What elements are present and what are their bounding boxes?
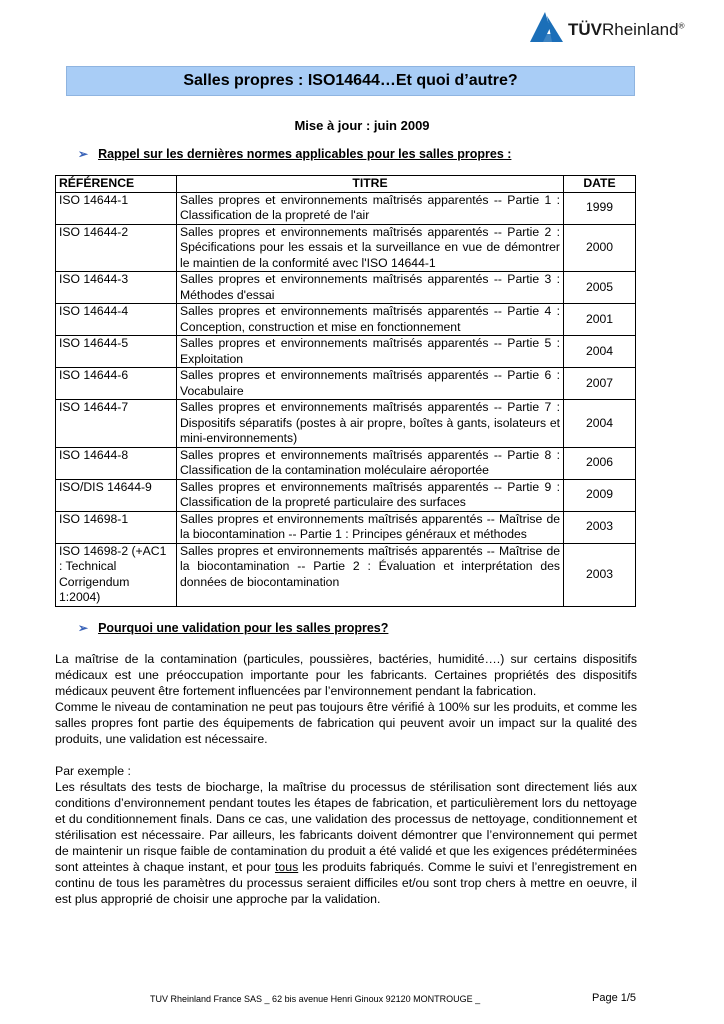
title-cell: Salles propres et environnements maîtrisés apparentés -- Partie 4 : Conception, construction et mise en fonctionnement	[177, 304, 564, 336]
reference-cell: ISO 14698-1	[56, 511, 177, 543]
table-row	[56, 336, 636, 368]
table-row	[56, 272, 636, 304]
table-row	[56, 543, 636, 606]
reference-cell: ISO/DIS 14644-9	[56, 479, 177, 511]
reference-cell: ISO 14644-8	[56, 447, 177, 479]
date-cell: 2004	[564, 400, 636, 448]
date-cell: 2003	[564, 543, 636, 606]
date-cell: 2006	[564, 447, 636, 479]
bullet-arrow-icon: ➢	[78, 621, 89, 635]
reference-cell: ISO 14698-2 (+AC1 : Technical Corrigendum 1:2004)	[56, 543, 177, 606]
reference-cell: ISO 14644-1	[56, 192, 177, 224]
date-cell: 2004	[564, 336, 636, 368]
reference-cell: ISO 14644-2	[56, 224, 177, 272]
title-cell: Salles propres et environnements maîtrisés apparentés -- Partie 3 : Méthodes d'essai	[177, 272, 564, 304]
title-cell: Salles propres et environnements maîtrisés apparentés -- Maîtrise de la biocontamination -- Partie 1 : Principes généraux et méthodes	[177, 511, 564, 543]
table-row	[56, 192, 636, 224]
table-row	[56, 368, 636, 400]
date-cell: 2001	[564, 304, 636, 336]
title-cell: Salles propres et environnements maîtrisés apparentés -- Partie 5 : Exploitation	[177, 336, 564, 368]
section-heading-validation: ➢ Pourquoi une validation pour les salles propres?	[78, 621, 389, 635]
paragraph: Comme le niveau de contamination ne peut pas toujours être vérifié à 100% sur les produits, et comme les salles propres font partie des équipements de fabrication qui peuvent avoir un impact sur la qualité des produits, une validation est nécessaire.	[55, 700, 637, 746]
tuv-rheinland-logo	[530, 12, 700, 46]
column-header-date: DATE	[564, 176, 636, 193]
date-cell: 2009	[564, 479, 636, 511]
date-cell: 2005	[564, 272, 636, 304]
title-cell: Salles propres et environnements maîtrisés apparentés -- Maîtrise de la biocontamination -- Partie 2 : Évaluation et interprétation des données de biocontamination	[177, 543, 564, 606]
update-date: Mise à jour : juin 2009	[294, 118, 430, 133]
bullet-arrow-icon: ➢	[78, 147, 89, 161]
title-cell: Salles propres et environnements maîtrisés apparentés -- Partie 6 : Vocabulaire	[177, 368, 564, 400]
page-title-text: Salles propres : ISO14644…Et quoi d’autre?	[183, 72, 518, 89]
validation-body-text	[55, 651, 637, 907]
standards-table	[55, 175, 636, 607]
page-title	[66, 66, 635, 96]
section-heading-norms: ➢ Rappel sur les dernières normes applicables pour les salles propres :	[78, 147, 512, 161]
title-cell: Salles propres et environnements maîtrisés apparentés -- Partie 8 : Classification de la contamination moléculaire aéroportée	[177, 447, 564, 479]
date-cell: 2007	[564, 368, 636, 400]
logo-wordmark: TÜVRheinland®	[568, 20, 685, 39]
page-number: Page 1/5	[592, 992, 637, 1004]
column-header-reference: RÉFÉRENCE	[56, 176, 177, 193]
example-label: Par exemple :	[55, 764, 131, 778]
table-row	[56, 447, 636, 479]
reference-cell: ISO 14644-5	[56, 336, 177, 368]
reference-cell: ISO 14644-4	[56, 304, 177, 336]
table-row	[56, 479, 636, 511]
title-cell: Salles propres et environnements maîtrisés apparentés -- Partie 9 : Classification de la propreté particulaire des surfaces	[177, 479, 564, 511]
title-cell: Salles propres et environnements maîtrisés apparentés -- Partie 7 : Dispositifs séparatifs (postes à air propre, boîtes à gants, isolateurs et mini-environnements)	[177, 400, 564, 448]
reference-cell: ISO 14644-7	[56, 400, 177, 448]
title-cell: Salles propres et environnements maîtrisés apparentés -- Partie 1 : Classification de la propreté de l'air	[177, 192, 564, 224]
footer-address: TUV Rheinland France SAS _ 62 bis avenue Henri Ginoux 92120 MONTROUGE _	[150, 994, 481, 1004]
reference-cell: ISO 14644-3	[56, 272, 177, 304]
table-row	[56, 511, 636, 543]
paragraph: Les résultats des tests de biocharge, la maîtrise du processus de stérilisation sont directement liés aux conditions d’environnement pendant toutes les étapes de fabrication, et particulièrement lors du nettoyage et du conditionnement finals. Dans ce cas, une validation des processus de nettoyage, conditionnement et stérilisation est nécessaire. Par ailleurs, les fabricants doivent démontrer que l’environnement qui permet de maintenir un risque faible de contamination du produit a été validé et que les exigences prédéterminées sont atteintes à chaque instant, et pour tous les produits fabriqués. Comme le suivi et l’enregistrement en continu de tous les paramètres du processus seraient difficiles et/ou sont trop chers à mettre en oeuvre, il est plus approprié de choisir une approche par la validation.	[55, 780, 638, 906]
tuv-triangle-icon	[530, 12, 564, 44]
date-cell: 2003	[564, 511, 636, 543]
reference-cell: ISO 14644-6	[56, 368, 177, 400]
column-header-title: TITRE	[177, 176, 564, 193]
date-cell: 1999	[564, 192, 636, 224]
table-row	[56, 224, 636, 272]
table-row	[56, 304, 636, 336]
paragraph: La maîtrise de la contamination (particules, poussières, bactéries, humidité….) sur certains dispositifs médicaux est une préoccupation importante pour les fabricants. Certaines propriétés des dispositifs médicaux peuvent être fortement influencées par l’environnement pendant la fabrication.	[55, 652, 637, 698]
title-cell: Salles propres et environnements maîtrisés apparentés -- Partie 2 : Spécifications pour les essais et la surveillance en vue de démontrer le maintien de la conformité avec l'ISO 14644-1	[177, 224, 564, 272]
table-header-row	[56, 176, 636, 193]
table-row	[56, 400, 636, 448]
date-cell: 2000	[564, 224, 636, 272]
